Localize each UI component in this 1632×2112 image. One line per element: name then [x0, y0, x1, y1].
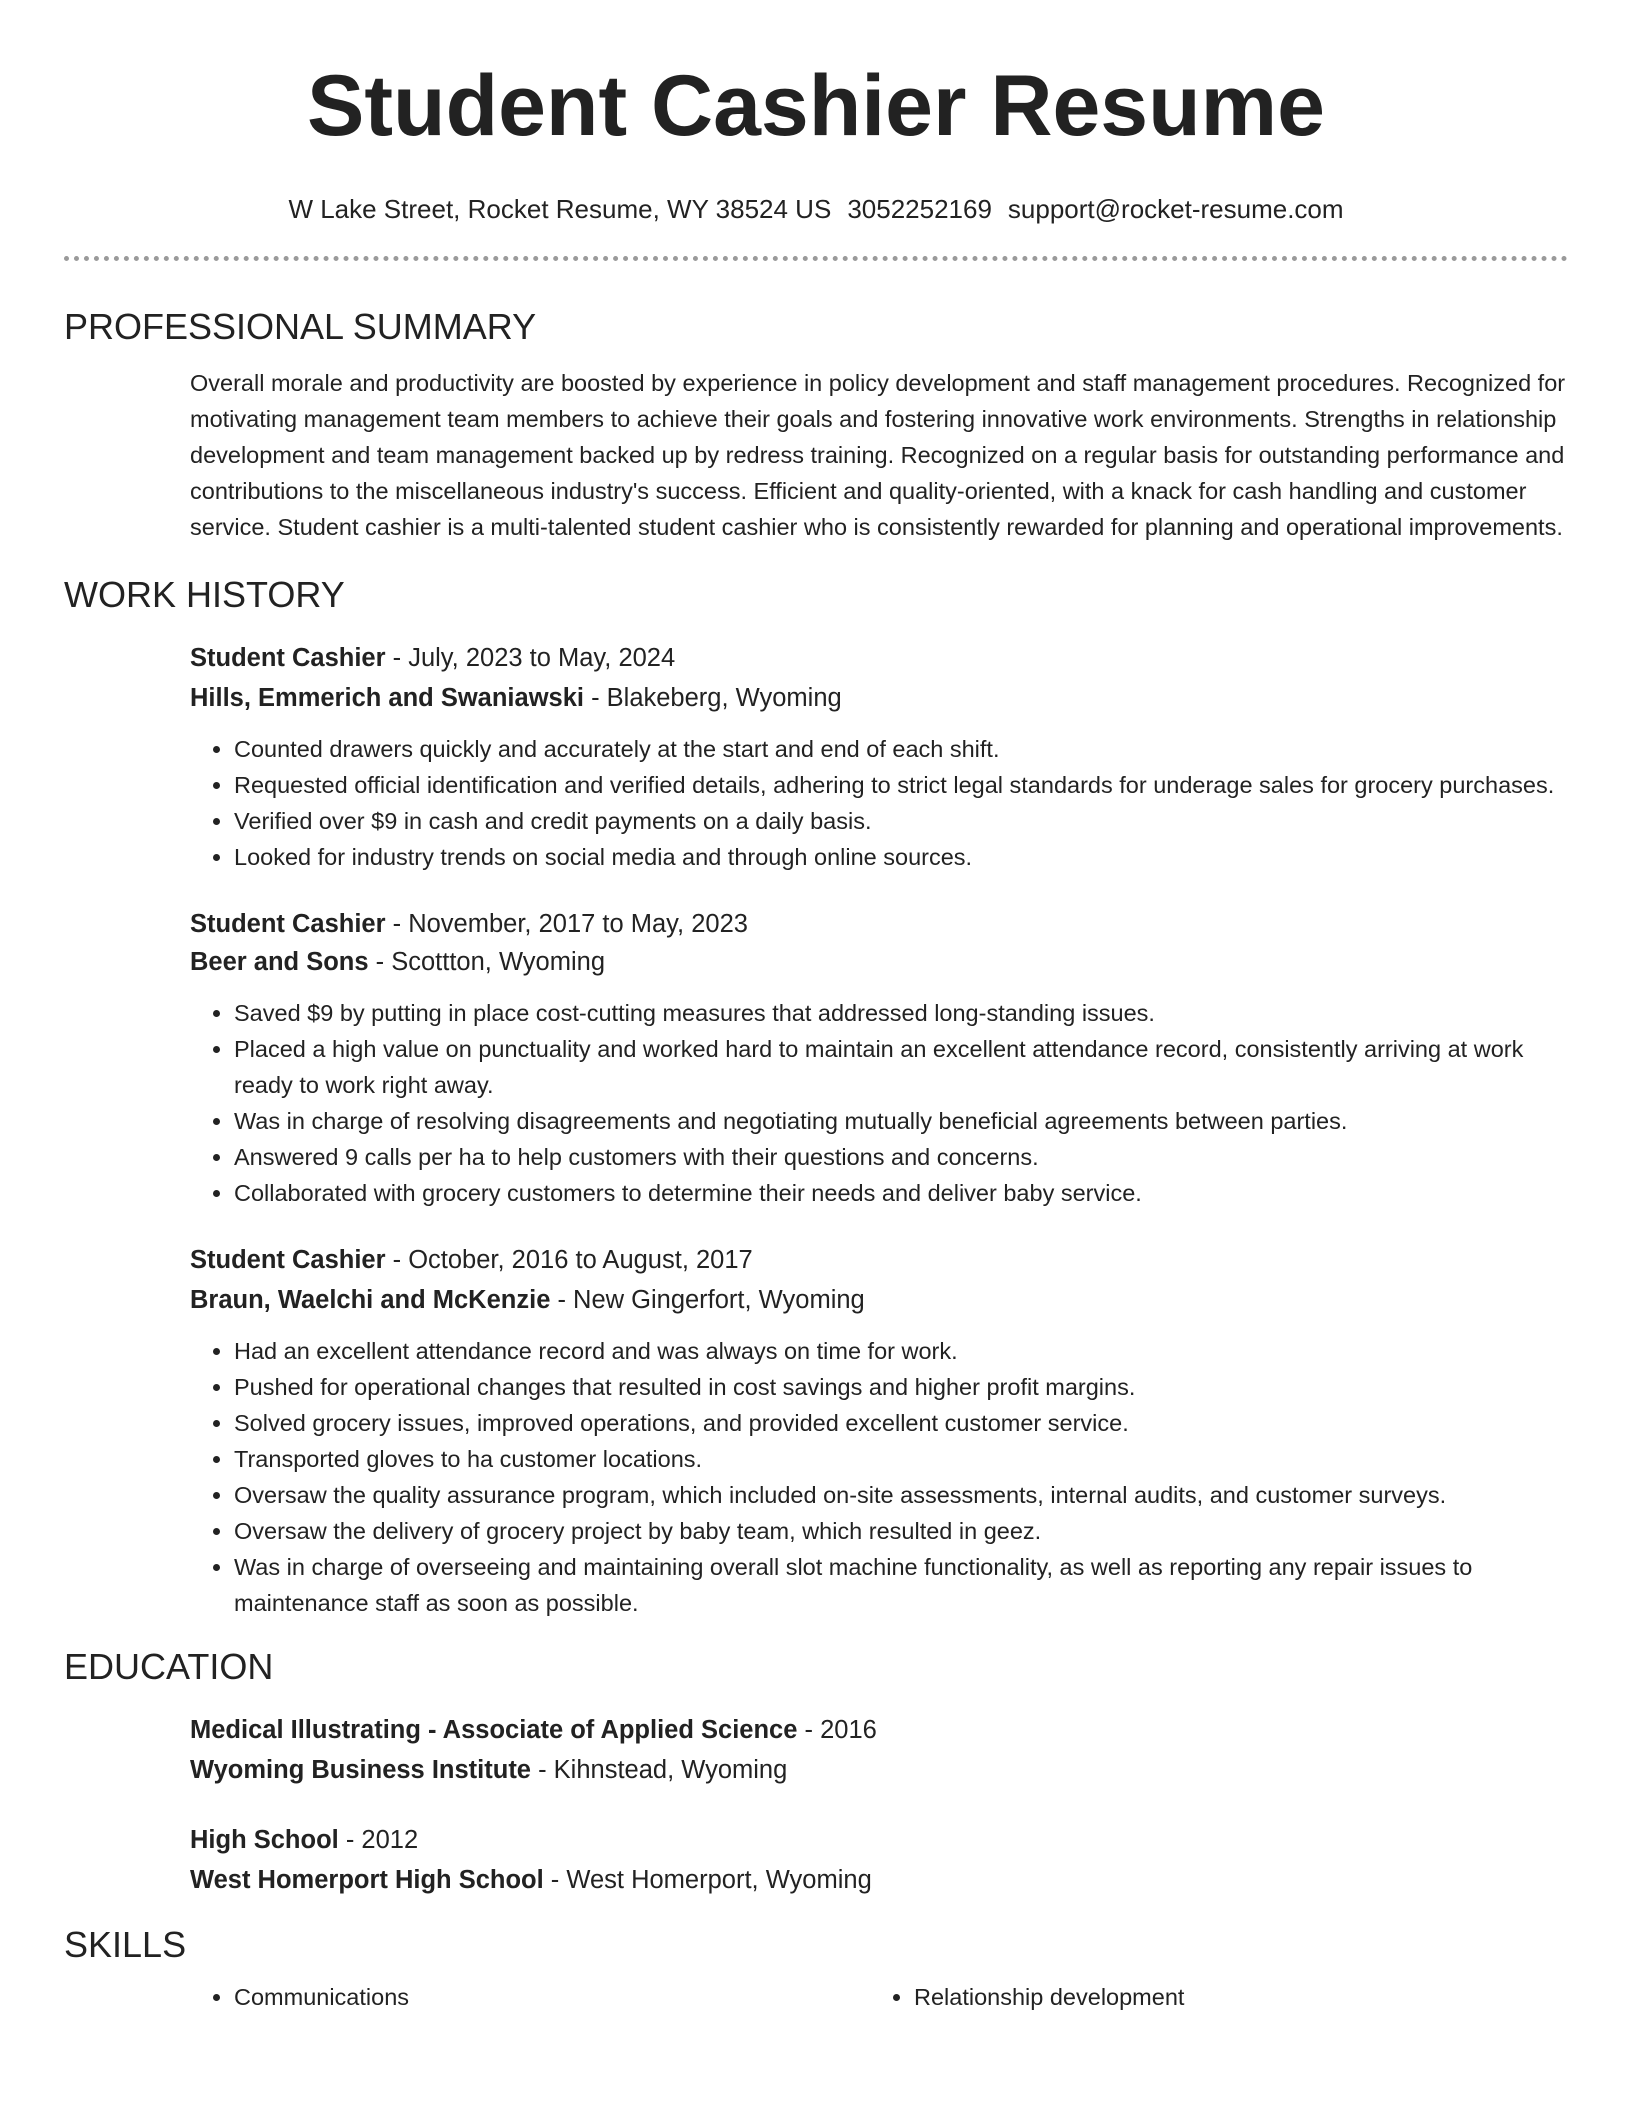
education-degree: Medical Illustrating - Associate of Applied Science — [190, 1716, 798, 1744]
contact-line — [64, 192, 1568, 226]
contact-email: support@rocket-resume.com — [1007, 194, 1344, 224]
education-school-line — [190, 1861, 1568, 1899]
section-title-work-history: WORK HISTORY — [64, 574, 345, 615]
list-item: • Saved $9 by putting in place cost-cutting measures that addressed long-standing issues. — [234, 995, 1568, 1031]
job-location: - New Gingerfort, Wyoming — [550, 1286, 865, 1314]
education-degree-line — [190, 1821, 1568, 1859]
job-entry — [190, 639, 1568, 875]
education-entry — [190, 1711, 1568, 1789]
skills-list — [190, 1979, 1568, 2015]
education-location: - West Homerport, Wyoming — [543, 1866, 872, 1894]
contact-phone: 3052252169 — [847, 194, 992, 224]
skills-column-right — [870, 1979, 1550, 2015]
job-dates: - November, 2017 to May, 2023 — [385, 910, 748, 938]
skills-column-left — [190, 1979, 870, 2015]
list-item: • Collaborated with grocery customers to determine their needs and deliver baby service. — [234, 1175, 1568, 1211]
header-divider — [64, 256, 1568, 261]
education-entry — [190, 1821, 1568, 1899]
job-title-line — [190, 1241, 1568, 1279]
section-title-education: EDUCATION — [64, 1646, 274, 1687]
list-item: • Was in charge of resolving disagreements and negotiating mutually beneficial agreements between parties. — [234, 1103, 1568, 1139]
list-item: • Looked for industry trends on social media and through online sources. — [234, 839, 1568, 875]
job-location: - Scottton, Wyoming — [368, 948, 605, 976]
list-item: • Answered 9 calls per ha to help customers with their questions and concerns. — [234, 1139, 1568, 1175]
list-item: • Placed a high value on punctuality and worked hard to maintain an excellent attendance record, consistently arriving at work ready to work right away. — [234, 1031, 1568, 1103]
job-bullets — [190, 995, 1568, 1211]
education-degree: High School — [190, 1826, 339, 1854]
list-item: • Oversaw the quality assurance program, which included on-site assessments, internal audits, and customer surveys. — [234, 1477, 1568, 1513]
job-title-line — [190, 639, 1568, 677]
job-dates: - July, 2023 to May, 2024 — [385, 644, 676, 672]
list-item: • Pushed for operational changes that resulted in cost savings and higher profit margins. — [234, 1369, 1568, 1405]
resume-page — [64, 0, 1568, 2015]
list-item: • Transported gloves to ha customer locations. — [234, 1441, 1568, 1477]
job-entry — [190, 1241, 1568, 1621]
summary-section — [190, 365, 1568, 545]
job-company-line — [190, 1281, 1568, 1319]
list-item: • Requested official identification and verified details, adhering to strict legal standards for underage sales for grocery purchases. — [234, 767, 1568, 803]
job-company: Beer and Sons — [190, 948, 369, 976]
job-company-line — [190, 943, 1568, 981]
education-location: - Kihnstead, Wyoming — [531, 1756, 788, 1784]
job-company: Braun, Waelchi and McKenzie — [190, 1286, 551, 1314]
resume-title: Student Cashier Resume — [307, 58, 1325, 154]
job-company: Hills, Emmerich and Swaniawski — [190, 684, 584, 712]
job-title-line — [190, 905, 1568, 943]
job-title: Student Cashier — [190, 1246, 386, 1274]
job-title: Student Cashier — [190, 644, 386, 672]
list-item: • Solved grocery issues, improved operations, and provided excellent customer service. — [234, 1405, 1568, 1441]
education-degree-line — [190, 1711, 1568, 1749]
job-dates: - October, 2016 to August, 2017 — [385, 1246, 753, 1274]
job-entry — [190, 905, 1568, 1211]
contact-address: W Lake Street, Rocket Resume, WY 38524 US — [288, 194, 832, 224]
education-school: Wyoming Business Institute — [190, 1756, 531, 1784]
job-bullets — [190, 731, 1568, 875]
list-item: • Had an excellent attendance record and was always on time for work. — [234, 1333, 1568, 1369]
section-title-skills: SKILLS — [64, 1924, 187, 1965]
education-school-line — [190, 1751, 1568, 1789]
list-item: • Counted drawers quickly and accurately at the start and end of each shift. — [234, 731, 1568, 767]
education-school: West Homerport High School — [190, 1866, 544, 1894]
job-company-line — [190, 679, 1568, 717]
education-year: - 2012 — [338, 1826, 419, 1854]
education-year: - 2016 — [797, 1716, 877, 1744]
skill-item: • Communications — [234, 1979, 870, 2015]
section-title-summary: PROFESSIONAL SUMMARY — [64, 306, 537, 347]
list-item: • Oversaw the delivery of grocery project by baby team, which resulted in geez. — [234, 1513, 1568, 1549]
job-title: Student Cashier — [190, 910, 386, 938]
skill-item: • Relationship development — [914, 1979, 1550, 2015]
list-item: • Was in charge of overseeing and maintaining overall slot machine functionality, as well as reporting any repair issues to maintenance staff as soon as possible. — [234, 1549, 1568, 1621]
list-item: • Verified over $9 in cash and credit payments on a daily basis. — [234, 803, 1568, 839]
job-bullets — [190, 1333, 1568, 1621]
job-location: - Blakeberg, Wyoming — [583, 684, 842, 712]
summary-text: Overall morale and productivity are boosted by experience in policy development and staff management procedures. Recognized for motivating management team members to achieve their goals and fostering innovative work environments. Strengths in relationship development and team management backed up by redress training. Recognized on a regular basis for outstanding performance and contributions to the miscellaneous industry's success. Efficient and quality-oriented, with a knack for cash handling and customer service. Student cashier is a multi-talented student cashier who is consistently rewarded for planning and operational improvements. — [190, 370, 1566, 540]
